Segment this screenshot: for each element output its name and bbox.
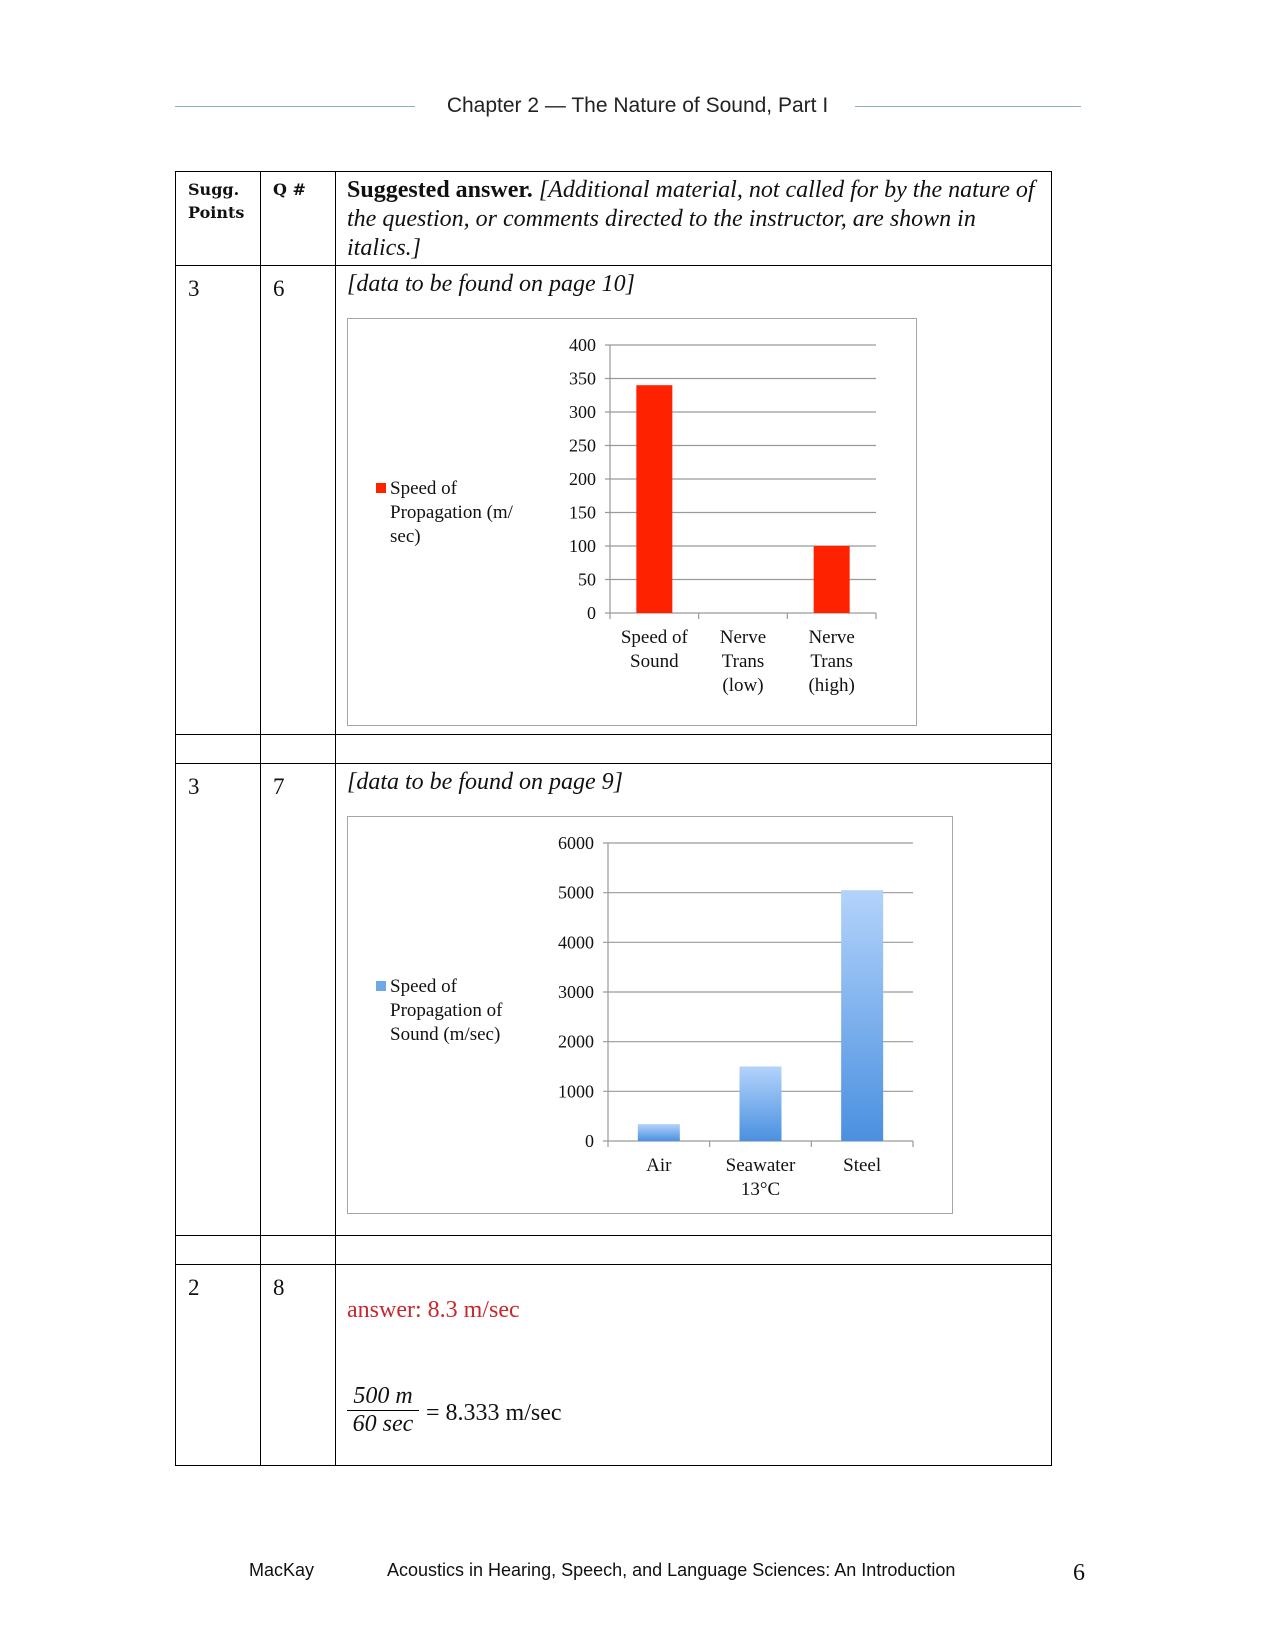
y-tick-label: 300 — [569, 402, 596, 422]
legend-label: Sound (m/sec) — [390, 1024, 501, 1045]
answer-cell — [336, 1265, 1052, 1466]
x-category-label: 13°C — [740, 1179, 781, 1200]
points-cell: 2 — [176, 1265, 261, 1466]
x-category-label: Air — [646, 1155, 672, 1176]
bar — [814, 546, 850, 613]
answer-cell — [336, 764, 1052, 1236]
footer-author: MacKay — [249, 1560, 315, 1580]
table-row — [176, 1265, 1052, 1466]
equation-result: = 8.333 m/sec — [426, 1400, 562, 1426]
x-category-label: Sound — [630, 651, 679, 672]
data-source-note: [data to be found on page 9] — [347, 769, 623, 795]
x-category-label: Seawater — [725, 1155, 796, 1176]
y-tick-label: 2000 — [558, 1031, 594, 1052]
chart-q7-svg — [348, 817, 952, 1213]
legend-swatch — [376, 483, 386, 493]
answers-table — [175, 171, 1052, 1466]
x-category-label: (low) — [722, 675, 764, 696]
chart-q6 — [347, 318, 917, 726]
legend-label: Speed of — [390, 976, 458, 997]
y-tick-label: 6000 — [558, 833, 594, 853]
chart-q6-svg — [348, 319, 916, 725]
question-cell: 8 — [261, 1265, 336, 1466]
equation-denominator: 60 sec — [347, 1410, 419, 1438]
x-category-label: Speed of — [620, 627, 688, 648]
spacer-row — [176, 1236, 1052, 1265]
legend-label: Propagation of — [390, 1000, 503, 1021]
legend-swatch — [376, 981, 386, 991]
x-category-label: Nerve — [808, 627, 855, 648]
y-tick-label: 0 — [585, 1131, 594, 1151]
chapter-title: Chapter 2 — The Nature of Sound, Part I — [0, 94, 1275, 118]
y-tick-label: 50 — [578, 569, 596, 590]
points-header: Sugg. Points — [176, 172, 261, 266]
y-tick-label: 1000 — [558, 1081, 594, 1102]
bar — [740, 1067, 782, 1142]
points-cell: 3 — [176, 764, 261, 1236]
data-source-note: [data to be found on page 10] — [347, 271, 635, 297]
y-tick-label: 0 — [587, 603, 596, 623]
question-cell: 7 — [261, 764, 336, 1236]
points-cell: 3 — [176, 266, 261, 735]
bar — [636, 385, 672, 613]
x-category-label: Trans — [721, 651, 765, 672]
legend-label: sec) — [390, 526, 421, 547]
answer-header: Suggested answer. [Additional material, not called for by the nature of the question, or comments directed to the instructor, are shown in italics.] — [336, 172, 1052, 266]
equation-numerator: 500 m — [353, 1383, 413, 1409]
y-tick-label: 250 — [569, 435, 596, 456]
x-category-label: (high) — [808, 675, 855, 696]
y-tick-label: 350 — [569, 368, 596, 389]
y-tick-label: 200 — [569, 469, 596, 489]
spacer-row — [176, 735, 1052, 764]
y-tick-label: 4000 — [558, 932, 594, 953]
chart-q7 — [347, 816, 953, 1214]
question-cell: 6 — [261, 266, 336, 735]
legend-label: Propagation (m/ — [390, 502, 513, 523]
bar — [841, 890, 883, 1141]
table-row — [176, 764, 1052, 1236]
y-tick-label: 3000 — [558, 982, 594, 1002]
equation-fraction — [347, 1383, 419, 1438]
table-row — [176, 266, 1052, 735]
y-tick-label: 100 — [569, 536, 596, 556]
page-number: 6 — [1073, 1560, 1085, 1586]
bar — [638, 1124, 680, 1141]
y-tick-label: 400 — [569, 335, 596, 355]
x-category-label: Trans — [810, 651, 853, 672]
answer-cell — [336, 266, 1052, 735]
table-header-row — [176, 172, 1052, 266]
legend-label: Speed of — [390, 478, 458, 499]
y-tick-label: 5000 — [558, 882, 594, 903]
y-tick-label: 150 — [569, 502, 596, 523]
x-category-label: Nerve — [719, 627, 767, 648]
x-category-label: Steel — [843, 1155, 882, 1176]
footer-book-title: Acoustics in Hearing, Speech, and Language Sciences: An Introduction — [387, 1560, 956, 1580]
answer-text: answer: 8.3 m/sec — [347, 1297, 520, 1323]
question-header: Q # — [261, 172, 336, 266]
